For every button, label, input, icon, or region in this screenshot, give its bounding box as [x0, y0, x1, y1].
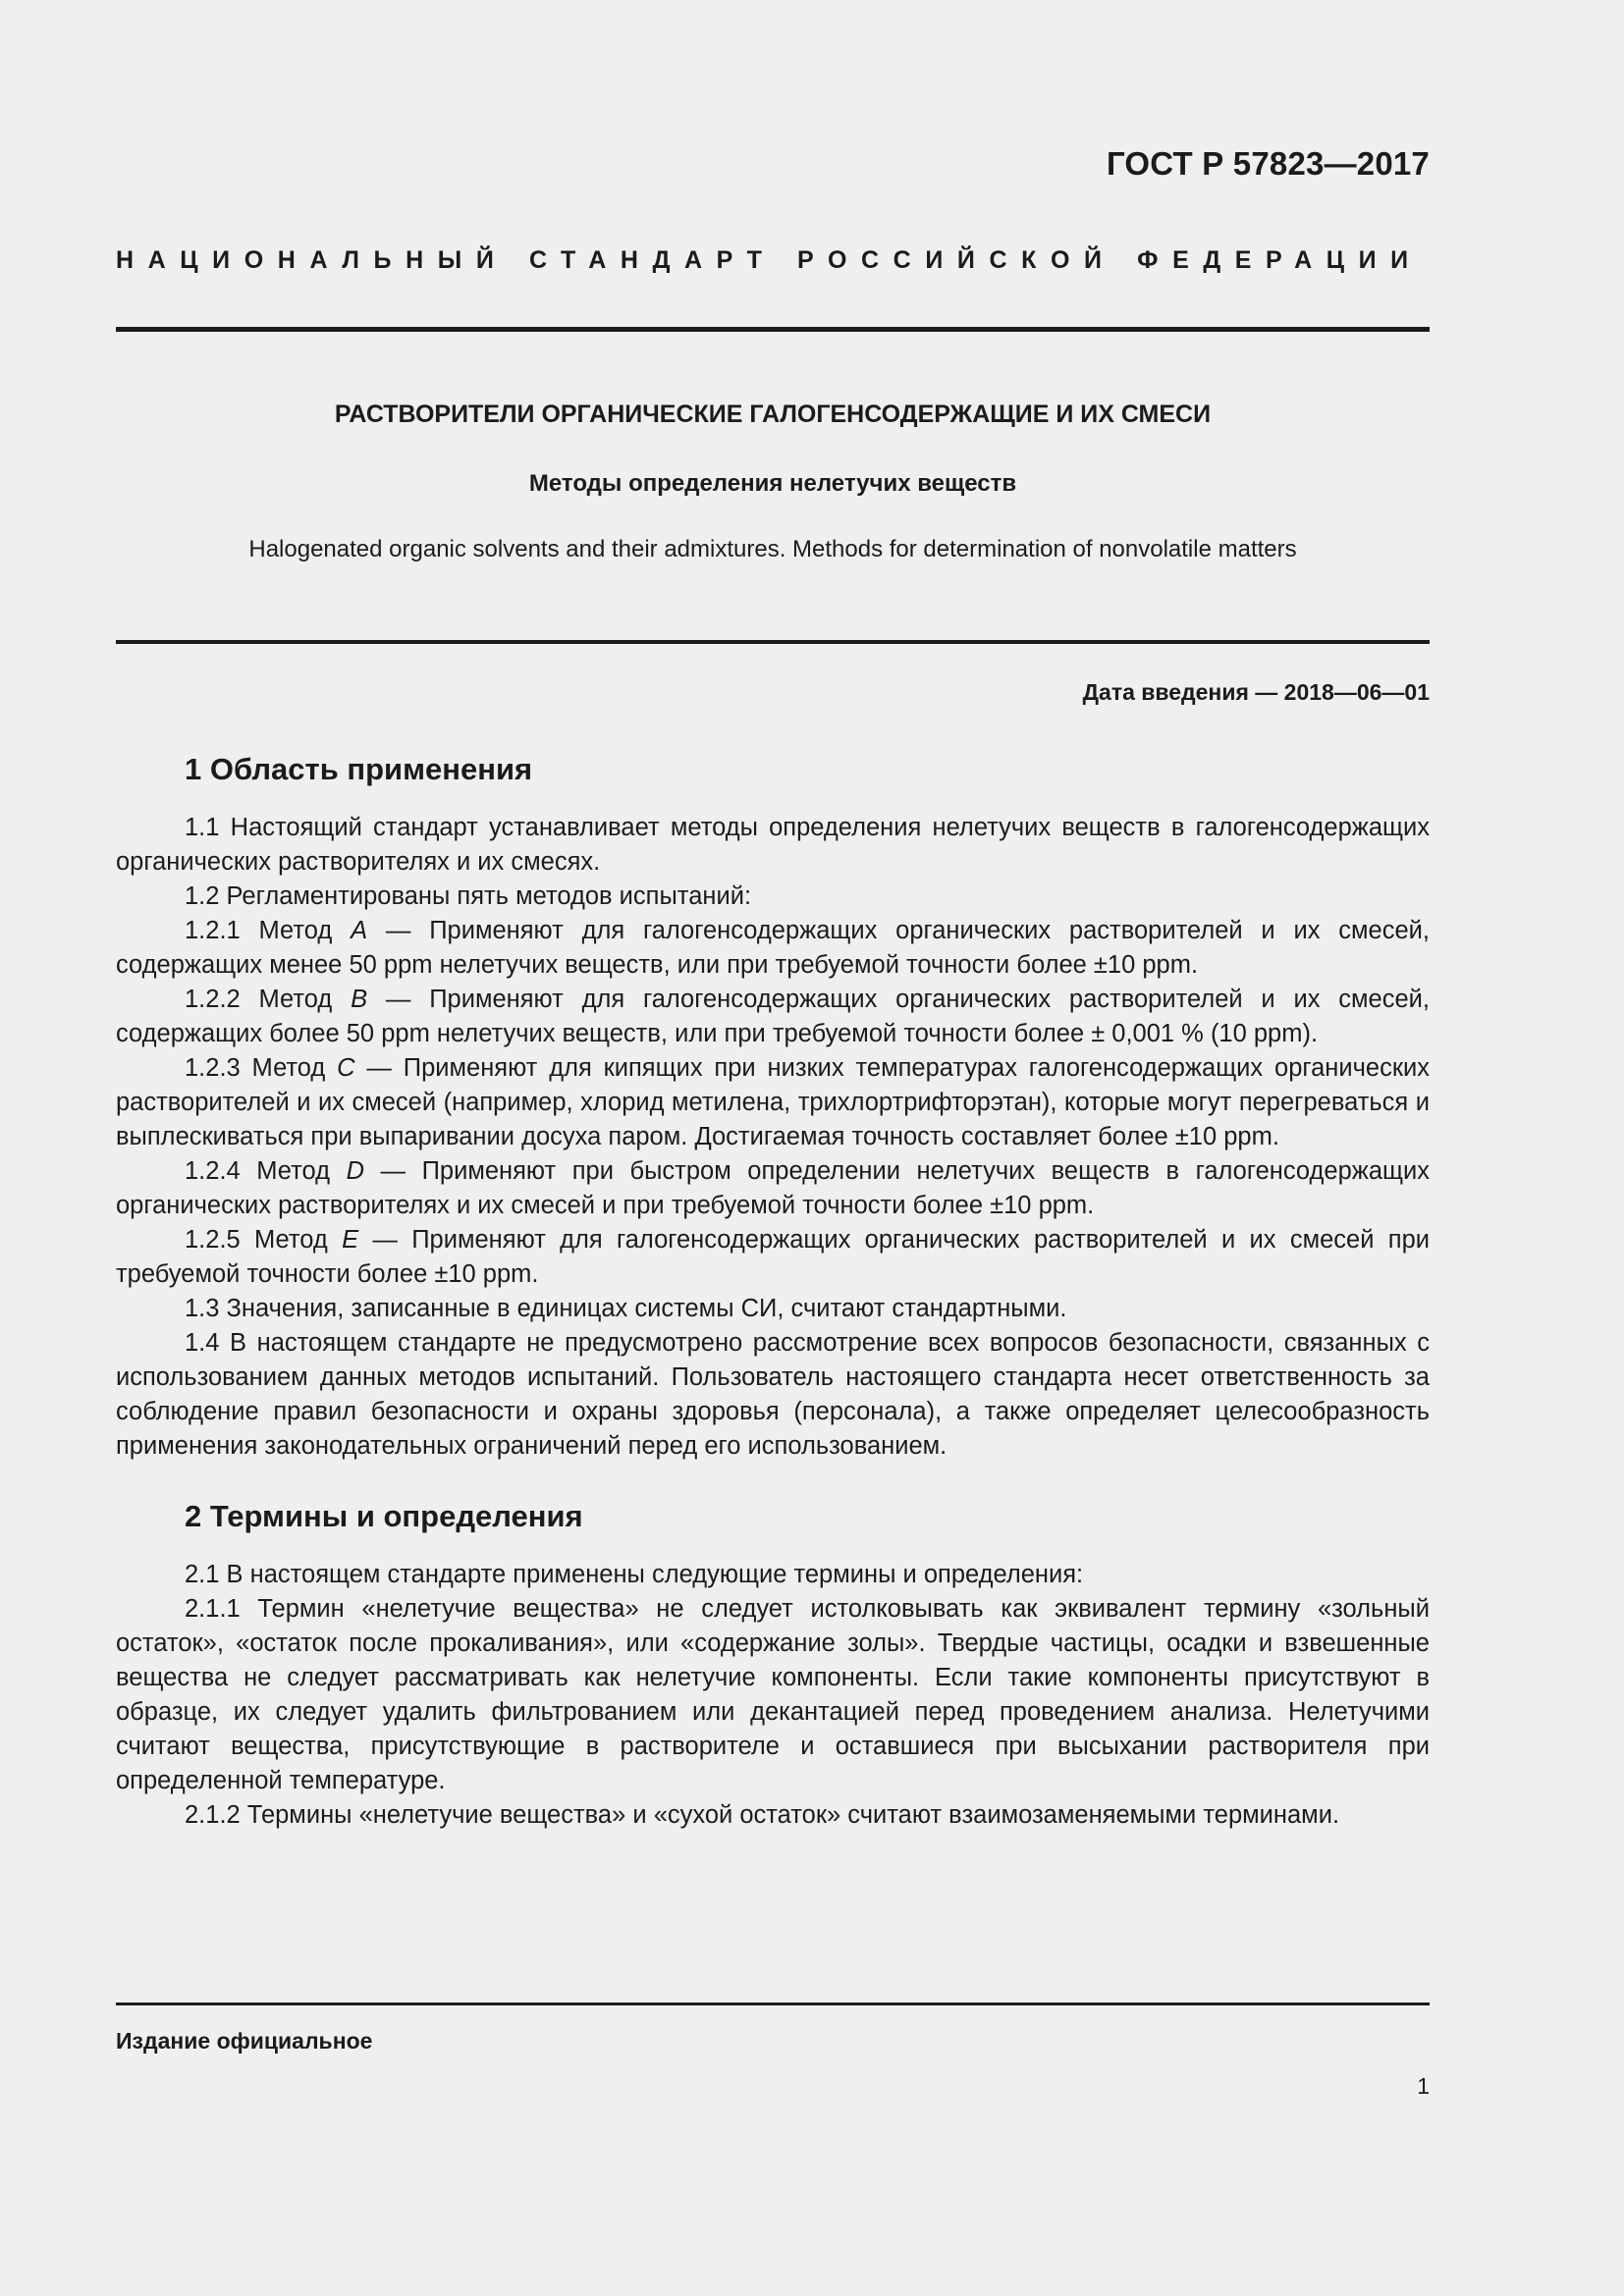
- document-page: [116, 0, 1430, 2296]
- paragraph-text: — Применяют для кипящих при низких температурах галогенсодержащих органических растворителей и их смесей (например, хлорид метилена, трихлортрифторэтан), которые могут перегреваться и выплескиваться при выпаривании досуха паром. Достигаемая точность составляет более ±10 ppm.: [116, 1054, 1430, 1150]
- paragraph-text: 1.2.4 Метод: [185, 1157, 347, 1185]
- title-block: [116, 398, 1430, 566]
- method-letter: E: [342, 1226, 359, 1254]
- header-rule: [116, 327, 1430, 332]
- document-subtitle: Методы определения нелетучих веществ: [528, 470, 1017, 497]
- method-letter: B: [351, 986, 368, 1013]
- paragraph-1-4: 1.4 В настоящем стандарте не предусмотрено рассмотрение всех вопросов безопасности, связанных с использованием данных методов испытаний. Пользователь настоящего стандарта несет ответственность за соблюдение правил безопасности и охраны здоровья (персонала), а также определяет целесообразность применения законодательных ограничений перед его использованием.: [116, 1329, 1430, 1460]
- national-standard-banner: НАЦИОНАЛЬНЫЙ СТАНДАРТ РОССИЙСКОЙ ФЕДЕРАЦИИ: [116, 246, 1423, 274]
- document-title: РАСТВОРИТЕЛИ ОРГАНИЧЕСКИЕ ГАЛОГЕНСОДЕРЖАЩИЕ И ИХ СМЕСИ: [334, 400, 1212, 428]
- introduction-date: Дата введения — 2018—06—01: [1082, 679, 1430, 705]
- paragraph-1-2: 1.2 Регламентированы пять методов испытаний:: [185, 882, 752, 910]
- paragraph-2-1: 2.1 В настоящем стандарте применены следующие термины и определения:: [185, 1561, 1084, 1588]
- method-letter: D: [346, 1157, 364, 1185]
- paragraph-1-2-1: [116, 914, 1430, 983]
- paragraph-1-2-2: [116, 983, 1430, 1051]
- paragraph-1-2-3: [116, 1051, 1430, 1154]
- paragraph-text: 1.2.2 Метод: [185, 986, 352, 1013]
- paragraph-text: — Применяют для галогенсодержащих органических растворителей и их смесей, содержащих более 50 ppm нелетучих веществ, или при требуемой точности более ± 0,001 % (10 ppm).: [116, 986, 1430, 1047]
- paragraph-text: 1.2.5 Метод: [185, 1226, 343, 1254]
- paragraph-1-2-5: [116, 1223, 1430, 1292]
- section-2-heading: 2 Термины и определения: [185, 1499, 583, 1533]
- paragraph-1-2-4: [116, 1154, 1430, 1223]
- gost-number: ГОСТ Р 57823—2017: [1106, 145, 1430, 182]
- footer-rule: [116, 2002, 1430, 2005]
- document-body: [116, 748, 1430, 1833]
- paragraph-text: — Применяют для галогенсодержащих органических растворителей и их смесей при требуемой точности более ±10 ppm.: [116, 1226, 1430, 1288]
- paragraph-text: — Применяют для галогенсодержащих органических растворителей и их смесей, содержащих менее 50 ppm нелетучих веществ, или при требуемой точности более ±10 ppm.: [116, 917, 1430, 979]
- official-edition-note: Издание официальное: [116, 2028, 373, 2054]
- method-letter: C: [337, 1054, 355, 1082]
- paragraph-1-3: 1.3 Значения, записанные в единицах системы СИ, считают стандартными.: [185, 1295, 1067, 1322]
- paragraph-text: 1.2.3 Метод: [185, 1054, 338, 1082]
- method-letter: A: [351, 917, 368, 944]
- paragraph-text: 1.2.1 Метод: [185, 917, 352, 944]
- paragraph-2-1-2: 2.1.2 Термины «нелетучие вещества» и «сухой остаток» считают взаимозаменяемыми терминами.: [185, 1801, 1340, 1829]
- paragraph-2-1-1: 2.1.1 Термин «нелетучие вещества» не следует истолковывать как эквивалент термину «зольный остаток», «остаток после прокаливания», или «содержание золы». Твердые частицы, осадки и взвешенные вещества не следует рассматривать как нелетучие компоненты. Если такие компоненты присутствуют в образце, их следует удалить фильтрованием или декантацией перед проведением анализа. Нелетучими считают вещества, присутствующие в растворителе и оставшиеся при высыхании растворителя при определенной температуре.: [116, 1595, 1430, 1794]
- page-number: 1: [1417, 2073, 1430, 2099]
- section-1-heading: 1 Область применения: [185, 752, 533, 786]
- paragraph-1-1: 1.1 Настоящий стандарт устанавливает методы определения нелетучих веществ в галогенсодержащих органических растворителях и их смесях.: [116, 814, 1430, 876]
- paragraph-text: — Применяют при быстром определении нелетучих веществ в галогенсодержащих органических растворителях и их смесей и при требуемой точности более ±10 ppm.: [116, 1157, 1430, 1219]
- document-title-english: Halogenated organic solvents and their admixtures. Methods for determination of nonvolatile matters: [248, 536, 1297, 562]
- title-rule: [116, 640, 1430, 644]
